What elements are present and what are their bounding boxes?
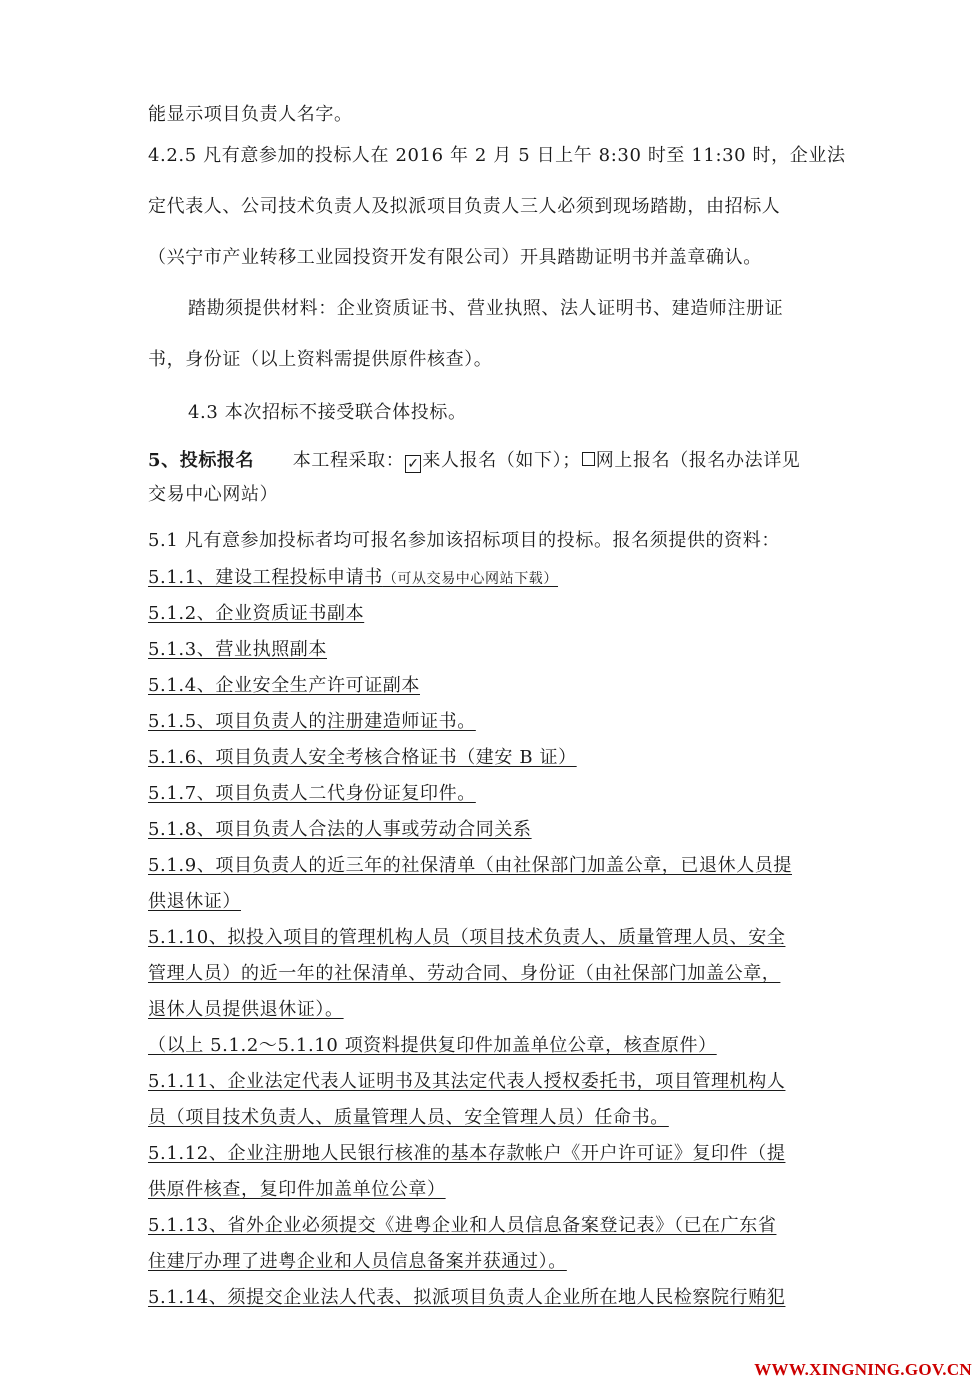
list-item: 5.1.4、企业安全生产许可证副本 [148,675,420,696]
list-item: 员（项目技术负责人、质量管理人员、安全管理人员）任命书。 [148,1107,669,1128]
paragraph-line: 踏勘须提供材料：企业资质证书、营业执照、法人证明书、建造师注册证 [188,298,784,319]
paragraph-line: 5.1 凡有意参加投标者均可报名参加该招标项目的投标。报名须提供的资料： [148,530,780,551]
option-onsite-label: 来人报名（如下）； [422,450,581,471]
paragraph-line: 能显示项目负责人名字。 [148,104,353,125]
option-online-label: 网上报名（报名办法详见 [595,450,801,471]
paragraph-line: （兴宁市产业转移工业园投资开发有限公司）开具踏勘证明书并盖章确认。 [148,247,762,268]
list-item: 5.1.12、企业注册地人民银行核准的基本存款帐户《开户许可证》复印件（提 [148,1143,786,1164]
paragraph-line: 书，身份证（以上资料需提供原件核查）。 [148,349,493,370]
list-item: 供退休证） [148,891,241,912]
list-item: 5.1.10、拟投入项目的管理机构人员（项目技术负责人、质量管理人员、安全 [148,927,786,948]
paragraph-line: 定代表人、公司技术负责人及拟派项目负责人三人必须到现场踏勘，由招标人 [148,196,781,217]
adopt-label: 本工程采取： [292,450,405,471]
list-item: 住建厅办理了进粤企业和人员信息备案并获通过）。 [148,1251,567,1272]
list-item: 管理人员）的近一年的社保清单、劳动合同、身份证（由社保部门加盖公章， [148,963,781,984]
paragraph-line: 4.2.5 凡有意参加的投标人在 2016 年 2 月 5 日上午 8:30 时至 11:30 时，企业法 [148,145,846,166]
list-item: 5.1.13、省外企业必须提交《进粤企业和人员信息备案登记表》（已在广东省 [148,1215,777,1236]
list-item: 5.1.11、企业法定代表人证明书及其法定代表人授权委托书，项目管理机构人 [148,1071,786,1092]
section-heading: 5、投标报名 [148,450,255,471]
checkbox-empty-icon [582,452,595,466]
list-item: 5.1.6、项目负责人安全考核合格证书（建安 B 证） [148,747,577,768]
list-item: 5.1.5、项目负责人的注册建造师证书。 [148,711,476,732]
list-item: 5.1.2、企业资质证书副本 [148,603,365,624]
paragraph-line: 4.3 本次招标不接受联合体投标。 [188,402,467,423]
section-5-line [148,449,800,473]
list-item: 5.1.8、项目负责人合法的人事或劳动合同关系 [148,819,532,840]
list-item: 5.1.3、营业执照副本 [148,639,327,660]
note-line: （以上 5.1.2～5.1.10 项资料提供复印件加盖单位公章，核查原件） [148,1035,717,1056]
list-item: 5.1.9、项目负责人的近三年的社保清单（由社保部门加盖公章，已退休人员提 [148,855,792,876]
footer-website: WWW.XINGNING.GOV.CN [754,1360,972,1379]
list-item: 5.1.14、须提交企业法人代表、拟派项目负责人企业所在地人民检察院行贿犯 [148,1287,786,1308]
list-item: 退休人员提供退休证）。 [148,999,344,1020]
list-item: 5.1.7、项目负责人二代身份证复印件。 [148,783,476,804]
list-item: 供原件核查，复印件加盖单位公章） [148,1179,446,1200]
list-item: 5.1.1、建设工程投标申请书（可从交易中心网站下载） [148,567,559,588]
checkbox-checked-icon: ✓ [407,456,420,472]
paragraph-line: 交易中心网站） [148,484,279,505]
